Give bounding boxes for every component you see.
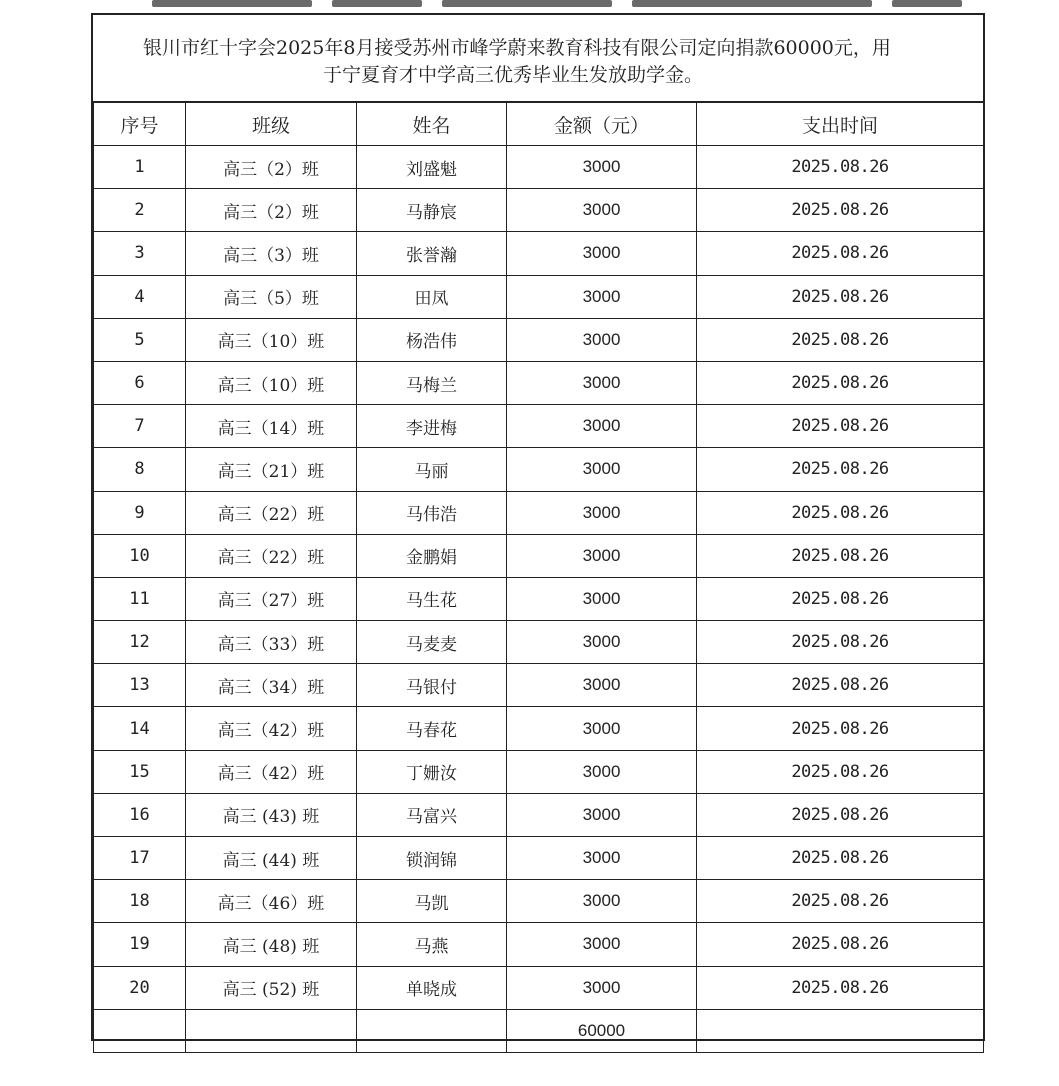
row-amount: 3000 [507,880,697,923]
row-class: 高三 (48) 班 [186,923,357,966]
row-date: 2025.08.26 [697,750,984,793]
row-date: 2025.08.26 [697,534,984,577]
row-index: 8 [94,448,186,491]
table-row [94,577,984,620]
row-index: 16 [94,793,186,836]
table-row [94,880,984,923]
table-row [94,793,984,836]
row-student-name: 马静宸 [357,189,507,232]
row-amount: 3000 [507,923,697,966]
row-class: 高三（27）班 [186,577,357,620]
row-date: 2025.08.26 [697,880,984,923]
row-date: 2025.08.26 [697,923,984,966]
header-name: 姓名 [357,103,507,146]
row-amount: 3000 [507,405,697,448]
row-class: 高三（10）班 [186,318,357,361]
total-date [697,1009,984,1052]
table-row [94,837,984,880]
row-amount: 3000 [507,664,697,707]
donation-sheet [91,13,985,1041]
row-amount: 3000 [507,707,697,750]
table-row [94,966,984,1009]
row-student-name: 马生花 [357,577,507,620]
row-class: 高三（42）班 [186,707,357,750]
row-student-name: 杨浩伟 [357,318,507,361]
row-date: 2025.08.26 [697,664,984,707]
row-index: 4 [94,275,186,318]
row-index: 18 [94,880,186,923]
row-amount: 3000 [507,275,697,318]
row-student-name: 刘盛魁 [357,146,507,189]
sheet-caption [93,15,983,102]
row-index: 7 [94,405,186,448]
row-class: 高三（22）班 [186,534,357,577]
table-row [94,189,984,232]
row-student-name: 马丽 [357,448,507,491]
caption-line-2: 于宁夏育才中学高三优秀毕业生发放助学金。 [323,64,704,86]
header-index: 序号 [94,103,186,146]
row-student-name: 锁润锦 [357,837,507,880]
row-date: 2025.08.26 [697,621,984,664]
row-student-name: 马伟浩 [357,491,507,534]
row-index: 17 [94,837,186,880]
row-class: 高三（42）班 [186,750,357,793]
row-student-name: 李进梅 [357,405,507,448]
table-row [94,923,984,966]
row-date: 2025.08.26 [697,405,984,448]
table-row [94,361,984,404]
row-date: 2025.08.26 [697,707,984,750]
row-date: 2025.08.26 [697,491,984,534]
row-date: 2025.08.26 [697,837,984,880]
row-class: 高三（5）班 [186,275,357,318]
row-index: 3 [94,232,186,275]
row-index: 10 [94,534,186,577]
row-amount: 3000 [507,577,697,620]
row-student-name: 马凯 [357,880,507,923]
row-index: 20 [94,966,186,1009]
row-class: 高三（21）班 [186,448,357,491]
row-index: 9 [94,491,186,534]
row-index: 2 [94,189,186,232]
row-date: 2025.08.26 [697,966,984,1009]
row-student-name: 单晓成 [357,966,507,1009]
caption-line-1: 银川市红十字会2025年8月接受苏州市峰学蔚来教育科技有限公司定向捐款60000元，用 [143,37,891,59]
row-index: 5 [94,318,186,361]
row-class: 高三（33）班 [186,621,357,664]
row-date: 2025.08.26 [697,793,984,836]
table-header-row [94,103,984,146]
row-amount: 3000 [507,966,697,1009]
table-row [94,405,984,448]
row-index: 6 [94,361,186,404]
row-student-name: 马燕 [357,923,507,966]
table-row [94,750,984,793]
row-index: 14 [94,707,186,750]
total-amount: 60000 [507,1009,697,1052]
row-amount: 3000 [507,448,697,491]
row-amount: 3000 [507,361,697,404]
row-student-name: 马富兴 [357,793,507,836]
row-student-name: 张誉瀚 [357,232,507,275]
table-row [94,491,984,534]
row-date: 2025.08.26 [697,448,984,491]
table-row [94,621,984,664]
table-row [94,232,984,275]
row-amount: 3000 [507,146,697,189]
row-date: 2025.08.26 [697,361,984,404]
row-class: 高三（10）班 [186,361,357,404]
row-student-name: 马银付 [357,664,507,707]
row-amount: 3000 [507,793,697,836]
row-amount: 3000 [507,491,697,534]
table-row [94,275,984,318]
row-student-name: 丁姗汝 [357,750,507,793]
row-class: 高三 (43) 班 [186,793,357,836]
row-student-name: 马梅兰 [357,361,507,404]
table-row [94,146,984,189]
row-class: 高三（14）班 [186,405,357,448]
row-date: 2025.08.26 [697,275,984,318]
row-index: 1 [94,146,186,189]
table-total-row [94,1009,984,1052]
row-index: 11 [94,577,186,620]
row-index: 13 [94,664,186,707]
row-date: 2025.08.26 [697,146,984,189]
header-class: 班级 [186,103,357,146]
row-date: 2025.08.26 [697,577,984,620]
total-class [186,1009,357,1052]
row-date: 2025.08.26 [697,318,984,361]
row-class: 高三（3）班 [186,232,357,275]
scholarship-table [93,102,984,1053]
row-amount: 3000 [507,189,697,232]
row-class: 高三 (52) 班 [186,966,357,1009]
total-index [94,1009,186,1052]
cropped-text-strip [92,0,984,10]
header-date: 支出时间 [697,103,984,146]
row-class: 高三 (44) 班 [186,837,357,880]
row-amount: 3000 [507,837,697,880]
row-amount: 3000 [507,750,697,793]
row-class: 高三（2）班 [186,189,357,232]
row-index: 12 [94,621,186,664]
header-amount: 金额（元） [507,103,697,146]
table-row [94,664,984,707]
row-class: 高三（2）班 [186,146,357,189]
row-date: 2025.08.26 [697,232,984,275]
row-student-name: 马麦麦 [357,621,507,664]
table-row [94,534,984,577]
table-row [94,707,984,750]
row-index: 15 [94,750,186,793]
row-amount: 3000 [507,534,697,577]
row-index: 19 [94,923,186,966]
table-row [94,318,984,361]
row-student-name: 马春花 [357,707,507,750]
row-amount: 3000 [507,232,697,275]
row-class: 高三（22）班 [186,491,357,534]
row-class: 高三（34）班 [186,664,357,707]
row-student-name: 金鹏娟 [357,534,507,577]
row-class: 高三（46）班 [186,880,357,923]
row-amount: 3000 [507,621,697,664]
total-student-name [357,1009,507,1052]
row-date: 2025.08.26 [697,189,984,232]
row-amount: 3000 [507,318,697,361]
row-student-name: 田凤 [357,275,507,318]
table-row [94,448,984,491]
